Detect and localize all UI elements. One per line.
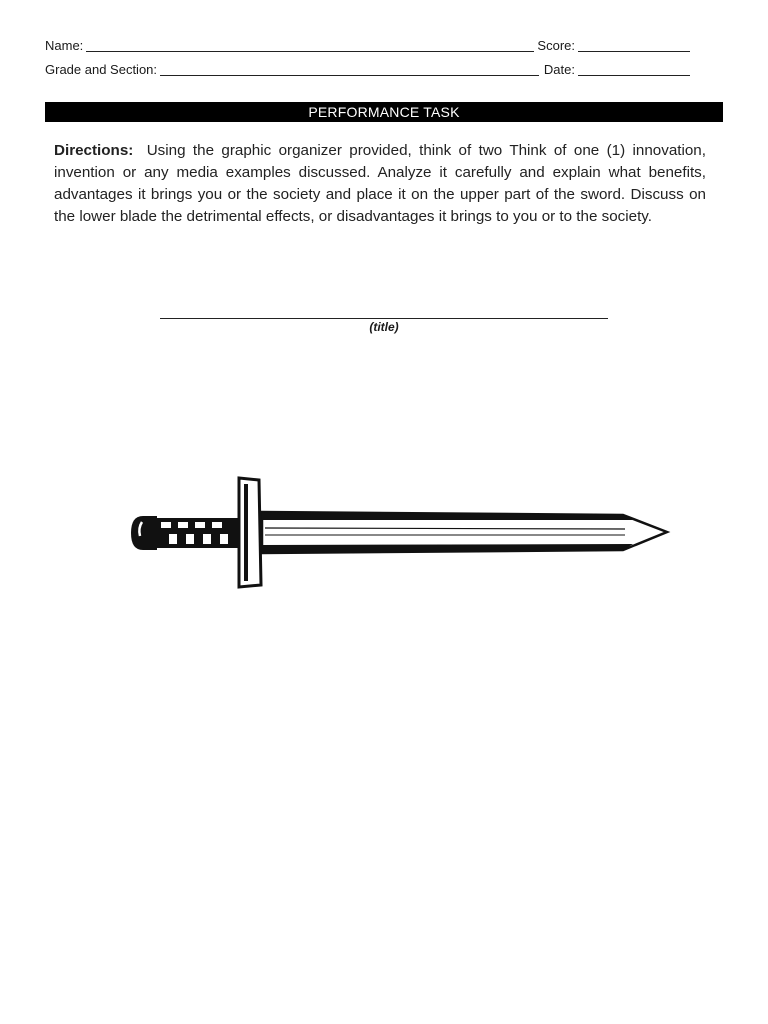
sword-guard: [239, 478, 261, 587]
date-field[interactable]: [578, 63, 690, 76]
directions-label: Directions:: [54, 142, 134, 159]
directions-paragraph: [54, 140, 706, 228]
sword-icon: [125, 470, 675, 595]
name-label: Name:: [45, 38, 84, 53]
grade-section-label: Grade and Section:: [45, 62, 158, 77]
sword-grip: [155, 518, 239, 548]
grade-section-field[interactable]: [160, 63, 539, 76]
name-score-row: [45, 38, 690, 54]
score-label: Score:: [537, 38, 575, 53]
sword-pommel: [131, 516, 157, 550]
name-field[interactable]: [86, 39, 534, 52]
title-caption: (title): [369, 320, 399, 334]
title-field[interactable]: [160, 318, 608, 319]
sword-blade: [262, 512, 667, 553]
grade-date-row: [45, 62, 690, 78]
performance-task-banner: PERFORMANCE TASK: [45, 102, 723, 122]
score-field[interactable]: [578, 39, 690, 52]
directions-text: Using the graphic organizer provided, think of two Think of one (1) innovation, invention or any media examples discussed. Analyze it carefully and explain what benefits, advantages it brings you or the society and place it on the upper part of the sword. Discuss on the lower blade the detrimental effects, or disadvantages it brings to you or to the society.: [54, 142, 706, 225]
date-label: Date:: [543, 62, 575, 77]
